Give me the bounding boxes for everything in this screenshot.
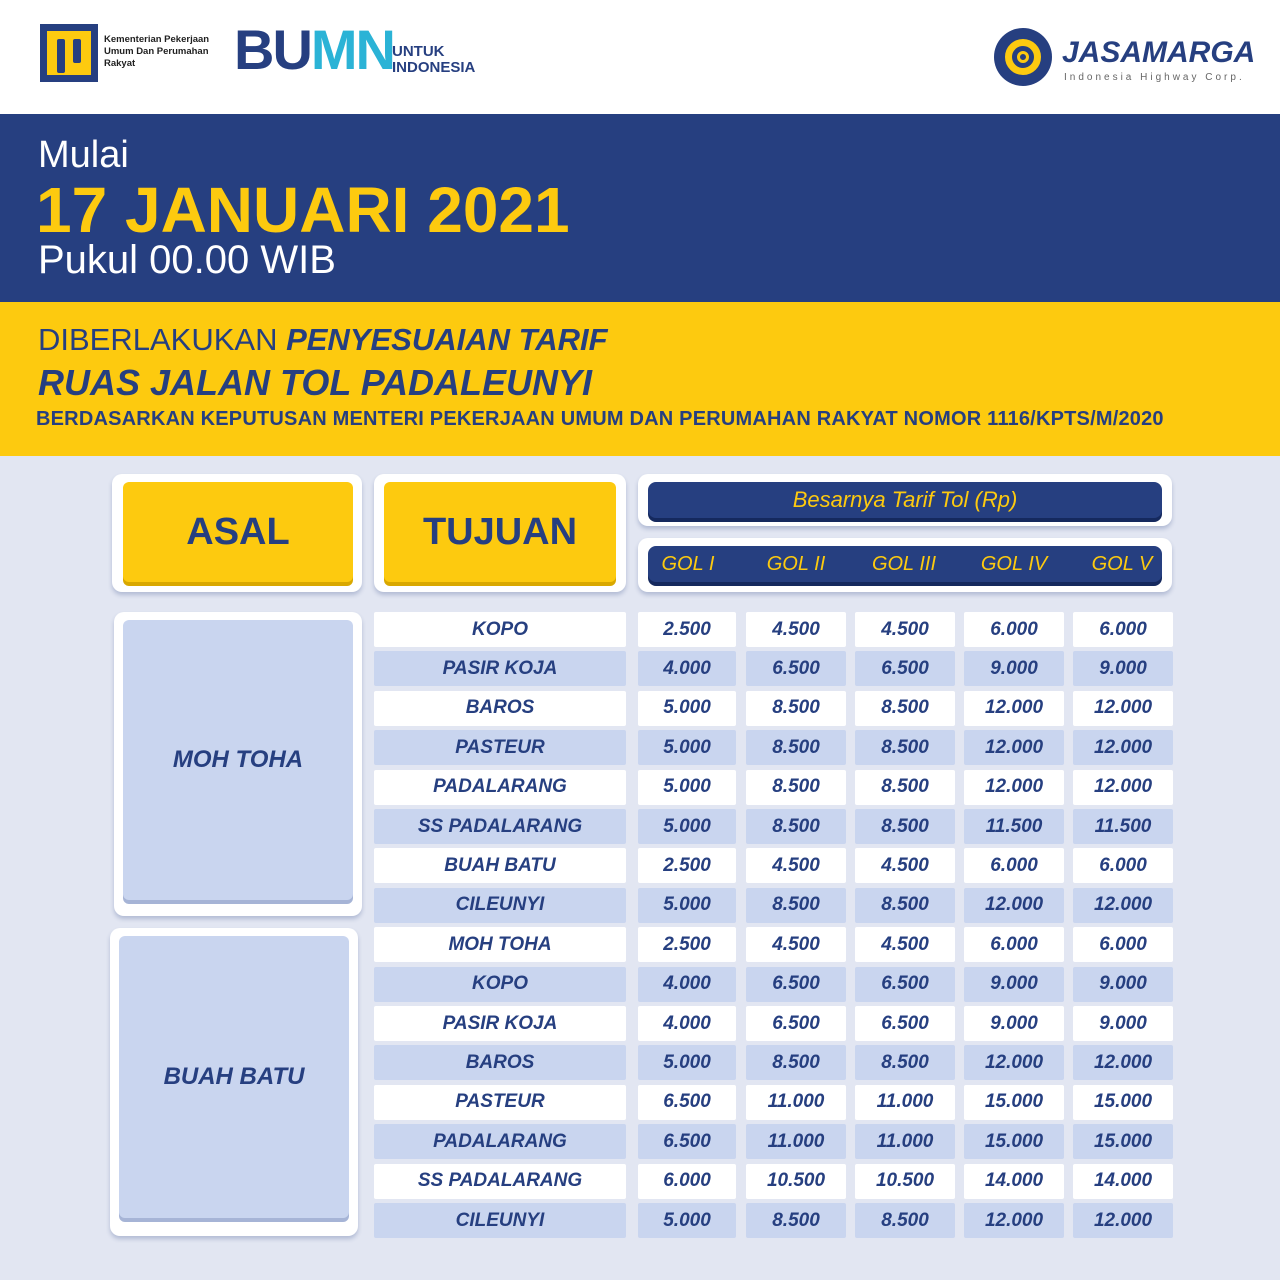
fare-cell-gol-3: 6.500: [855, 651, 955, 686]
origin-buah-batu: BUAH BATU: [119, 936, 349, 1218]
effective-date: 17 JANUARI 2021: [36, 174, 570, 246]
fare-cell-gol-3: 6.500: [855, 1006, 955, 1041]
fare-cell-gol-1: 5.000: [638, 1203, 736, 1238]
fare-cell-gol-5: 14.000: [1073, 1164, 1173, 1199]
fare-cell-gol-1: 6.000: [638, 1164, 736, 1199]
gol-header-3: GOL III: [871, 552, 937, 575]
fare-cell-gol-1: 5.000: [638, 1045, 736, 1080]
tujuan-header: TUJUAN: [384, 482, 616, 582]
fare-cell-gol-4: 12.000: [964, 730, 1064, 765]
fare-cell-gol-4: 12.000: [964, 691, 1064, 726]
notice-line-1: [38, 322, 608, 358]
destination-cell: BUAH BATU: [374, 848, 626, 883]
destination-cell: BAROS: [374, 1045, 626, 1080]
fare-cell-gol-3: 10.500: [855, 1164, 955, 1199]
fare-cell-gol-2: 4.500: [746, 848, 846, 883]
fare-cell-gol-2: 8.500: [746, 730, 846, 765]
fare-cell-gol-1: 5.000: [638, 770, 736, 805]
fare-cell-gol-5: 12.000: [1073, 691, 1173, 726]
tarif-title: Besarnya Tarif Tol (Rp): [792, 487, 1018, 512]
fare-cell-gol-1: 5.000: [638, 691, 736, 726]
bumn-tagline-line1: UNTUK: [392, 43, 445, 60]
gol-header-4: GOL IV: [980, 552, 1048, 575]
destination-cell: PADALARANG: [374, 1124, 626, 1159]
fare-cell-gol-1: 2.500: [638, 612, 736, 647]
fare-cell-gol-5: 12.000: [1073, 1203, 1173, 1238]
fare-cell-gol-4: 15.000: [964, 1085, 1064, 1120]
fare-cell-gol-5: 6.000: [1073, 848, 1173, 883]
pupr-logo-icon: [40, 24, 98, 82]
fare-cell-gol-2: 11.000: [746, 1124, 846, 1159]
fare-cell-gol-3: 8.500: [855, 691, 955, 726]
fare-cell-gol-5: 12.000: [1073, 730, 1173, 765]
destination-cell: SS PADALARANG: [374, 809, 626, 844]
bumn-tagline: [392, 44, 475, 76]
fare-cell-gol-5: 9.000: [1073, 1006, 1173, 1041]
fare-cell-gol-1: 5.000: [638, 730, 736, 765]
fare-cell-gol-4: 6.000: [964, 848, 1064, 883]
destination-cell: PASTEUR: [374, 730, 626, 765]
fare-cell-gol-5: 9.000: [1073, 651, 1173, 686]
fare-cell-gol-2: 4.500: [746, 927, 846, 962]
destination-cell: PASIR KOJA: [374, 651, 626, 686]
fare-cell-gol-1: 6.500: [638, 1124, 736, 1159]
fare-cell-gol-2: 10.500: [746, 1164, 846, 1199]
fare-cell-gol-2: 6.500: [746, 1006, 846, 1041]
fare-cell-gol-3: 8.500: [855, 770, 955, 805]
fare-cell-gol-3: 8.500: [855, 809, 955, 844]
fare-cell-gol-5: 15.000: [1073, 1085, 1173, 1120]
fare-cell-gol-5: 9.000: [1073, 967, 1173, 1002]
fare-cell-gol-1: 4.000: [638, 651, 736, 686]
fare-cell-gol-5: 12.000: [1073, 770, 1173, 805]
destination-cell: KOPO: [374, 612, 626, 647]
fare-cell-gol-3: 11.000: [855, 1124, 955, 1159]
fare-cell-gol-5: 6.000: [1073, 612, 1173, 647]
fare-cell-gol-1: 2.500: [638, 927, 736, 962]
fare-cell-gol-1: 5.000: [638, 888, 736, 923]
fare-cell-gol-4: 6.000: [964, 927, 1064, 962]
fare-cell-gol-3: 6.500: [855, 967, 955, 1002]
fare-cell-gol-4: 12.000: [964, 770, 1064, 805]
fare-cell-gol-4: 12.000: [964, 888, 1064, 923]
jasamarga-logo-tagline: Indonesia Highway Corp.: [1064, 72, 1245, 83]
fare-cell-gol-4: 6.000: [964, 612, 1064, 647]
bumn-logo-bu: BU: [234, 18, 311, 81]
fare-cell-gol-4: 12.000: [964, 1203, 1064, 1238]
fare-cell-gol-1: 5.000: [638, 809, 736, 844]
fare-cell-gol-3: 8.500: [855, 1045, 955, 1080]
fare-cell-gol-2: 8.500: [746, 888, 846, 923]
gol-header-2: GOL II: [766, 552, 826, 575]
fare-cell-gol-5: 11.500: [1073, 809, 1173, 844]
fare-cell-gol-4: 15.000: [964, 1124, 1064, 1159]
effective-time: Pukul 00.00 WIB: [38, 238, 336, 282]
fare-cell-gol-1: 6.500: [638, 1085, 736, 1120]
fare-cell-gol-2: 8.500: [746, 691, 846, 726]
fare-cell-gol-4: 9.000: [964, 651, 1064, 686]
notice-line-1-emphasis: PENYESUAIAN TARIF: [286, 322, 608, 357]
destination-cell: MOH TOHA: [374, 927, 626, 962]
fare-cell-gol-3: 8.500: [855, 730, 955, 765]
destination-cell: KOPO: [374, 967, 626, 1002]
fare-cell-gol-1: 4.000: [638, 1006, 736, 1041]
jasamarga-logo-icon: [994, 28, 1052, 86]
fare-cell-gol-3: 8.500: [855, 888, 955, 923]
fare-cell-gol-2: 6.500: [746, 651, 846, 686]
fare-cell-gol-3: 8.500: [855, 1203, 955, 1238]
fare-cell-gol-1: 2.500: [638, 848, 736, 883]
destination-cell: CILEUNYI: [374, 888, 626, 923]
destination-cell: SS PADALARANG: [374, 1164, 626, 1199]
fare-cell-gol-3: 4.500: [855, 612, 955, 647]
legal-basis: BERDASARKAN KEPUTUSAN MENTERI PEKERJAAN UMUM DAN PERUMAHAN RAKYAT NOMOR 1116/KPTS/M/2020: [36, 408, 1164, 430]
fare-cell-gol-3: 11.000: [855, 1085, 955, 1120]
fare-cell-gol-2: 6.500: [746, 967, 846, 1002]
fare-cell-gol-5: 15.000: [1073, 1124, 1173, 1159]
asal-header: ASAL: [123, 482, 353, 582]
fare-cell-gol-2: 11.000: [746, 1085, 846, 1120]
fare-cell-gol-2: 8.500: [746, 770, 846, 805]
bumn-tagline-line2: INDONESIA: [392, 59, 476, 76]
pupr-logo-text: Kementerian Pekerjaan Umum Dan Perumahan Rakyat: [104, 34, 210, 69]
destination-cell: CILEUNYI: [374, 1203, 626, 1238]
fare-cell-gol-1: 4.000: [638, 967, 736, 1002]
fare-cell-gol-5: 12.000: [1073, 1045, 1173, 1080]
toll-road-name: RUAS JALAN TOL PADALEUNYI: [38, 362, 593, 403]
fare-cell-gol-2: 8.500: [746, 1045, 846, 1080]
fare-cell-gol-2: 8.500: [746, 1203, 846, 1238]
fare-cell-gol-4: 14.000: [964, 1164, 1064, 1199]
fare-cell-gol-4: 11.500: [964, 809, 1064, 844]
jasamarga-logo-name: JASAMARGA: [1062, 36, 1256, 69]
start-label: Mulai: [38, 134, 129, 176]
notice-line-1-plain: DIBERLAKUKAN: [38, 322, 287, 357]
fare-cell-gol-4: 9.000: [964, 1006, 1064, 1041]
fare-cell-gol-2: 8.500: [746, 809, 846, 844]
bumn-logo-mn: MN: [310, 18, 394, 81]
fare-cell-gol-5: 6.000: [1073, 927, 1173, 962]
fare-cell-gol-3: 4.500: [855, 927, 955, 962]
gol-header-5: GOL V: [1091, 552, 1153, 575]
destination-cell: BAROS: [374, 691, 626, 726]
fare-cell-gol-4: 12.000: [964, 1045, 1064, 1080]
gol-header-1: GOL I: [661, 552, 715, 575]
destination-cell: PASTEUR: [374, 1085, 626, 1120]
origin-moh-toha: MOH TOHA: [123, 620, 353, 900]
fare-cell-gol-2: 4.500: [746, 612, 846, 647]
fare-cell-gol-4: 9.000: [964, 967, 1064, 1002]
bumn-logo: [234, 18, 394, 81]
fare-cell-gol-3: 4.500: [855, 848, 955, 883]
fare-cell-gol-5: 12.000: [1073, 888, 1173, 923]
destination-cell: PADALARANG: [374, 770, 626, 805]
destination-cell: PASIR KOJA: [374, 1006, 626, 1041]
